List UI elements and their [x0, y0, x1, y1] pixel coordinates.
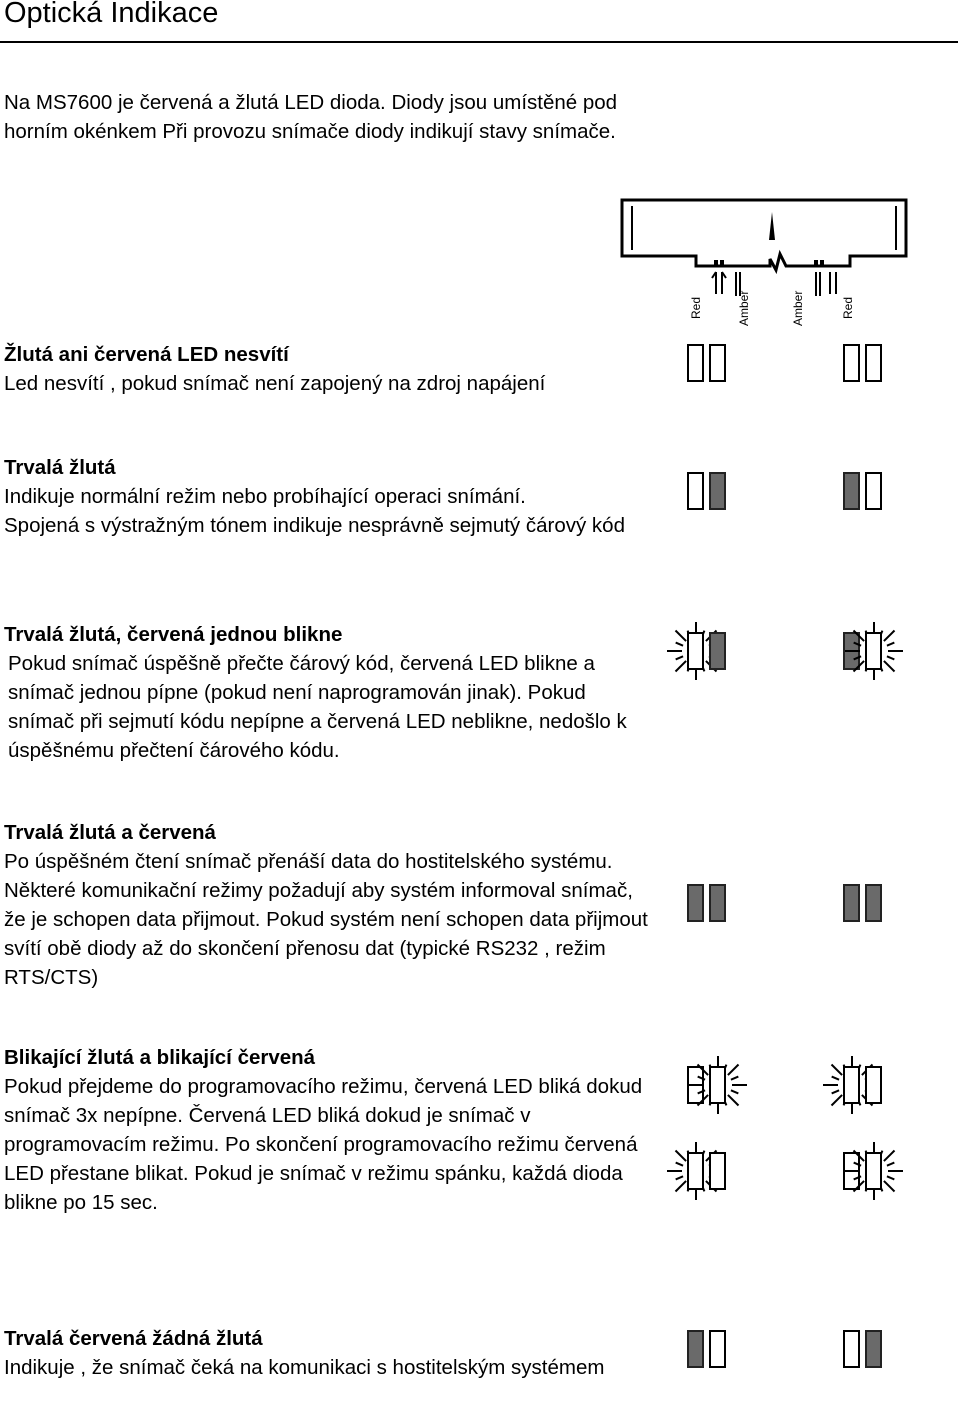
led-flash [687, 632, 704, 670]
led-flash [865, 632, 882, 670]
led-flash [709, 1066, 726, 1104]
section-heading: Trvalá žlutá [4, 456, 116, 479]
title-rule [0, 41, 958, 43]
label-red-left: Red [689, 296, 703, 319]
section-heading: Žlutá ani červená LED nesvítí [4, 343, 289, 366]
section-steady-red [4, 1324, 654, 1382]
section-amber-red-blink [4, 620, 654, 765]
label-red-right: Red [841, 296, 855, 319]
led-off [865, 472, 882, 510]
led-off [709, 1152, 726, 1190]
led-on [709, 884, 726, 922]
led-off [687, 472, 704, 510]
page-title: Optická Indikace [4, 0, 219, 29]
led-on [687, 884, 704, 922]
section-amber-and-red [4, 818, 654, 992]
led-on [843, 472, 860, 510]
section-body: Indikuje normální režim nebo probíhající operaci snímání. [4, 485, 526, 508]
led-flash [843, 1066, 860, 1104]
led-off [865, 1066, 882, 1104]
led-off [865, 344, 882, 382]
section-heading: Blikající žlutá a blikající červená [4, 1046, 316, 1069]
led-off [709, 1330, 726, 1368]
section-off [4, 340, 654, 398]
led-flash [865, 1152, 882, 1190]
led-on [709, 632, 726, 670]
section-body: Indikuje , že snímač čeká na komunikaci s hostitelským systémem [4, 1356, 605, 1379]
section-blinking [4, 1043, 654, 1217]
led-flash [687, 1152, 704, 1190]
label-amber-right: Amber [791, 290, 805, 326]
section-heading: Trvalá žlutá, červená jednou blikne [4, 623, 343, 646]
section-heading: Trvalá červená žádná žlutá [4, 1327, 263, 1350]
scanner-led-diagram [612, 192, 912, 327]
label-amber-left: Amber [737, 290, 751, 326]
section-heading: Trvalá žlutá a červená [4, 821, 216, 844]
led-off [843, 1330, 860, 1368]
section-steady-amber [4, 453, 654, 540]
led-on [865, 884, 882, 922]
led-on [687, 1330, 704, 1368]
section-body: Pokud přejdeme do programovacího režimu, červená LED bliká dokud snímač 3x nepípne. Červená LED bliká dokud je snímač v programovacím režimu. Po skončení programovacího režimu červená LED přestane blikat. Pokud je snímač v režimu spánku, každá dioda blikne po 15 sec. [4, 1075, 643, 1214]
section-body: Po úspěšném čtení snímač přenáší data do hostitelského systému. Některé komunikační režimy požadují aby systém informoval snímač, že je schopen data přijmout. Pokud systém není schopen data přijmout svítí obě diody až do skončení přenosu dat (typické RS232 , režim RTS/CTS) [4, 850, 648, 989]
intro-paragraph: Na MS7600 je červená a žlutá LED dioda. Diody jsou umístěné pod horním okénkem Při provozu snímače diody indikují stavy snímače. [4, 91, 618, 143]
led-off [687, 344, 704, 382]
led-on [709, 472, 726, 510]
led-on [843, 884, 860, 922]
section-body: Spojená s výstražným tónem indikuje nesprávně sejmutý čárový kód [4, 514, 625, 537]
led-off [709, 344, 726, 382]
led-off [843, 344, 860, 382]
section-body: Pokud snímač úspěšně přečte čárový kód, červená LED blikne a snímač jednou pípne (pokud není naprogramován jinak). Pokud snímač při sejmutí kódu nepípne a červená LED neblikne, nedošlo k úspěšnému přečtení čárového kódu. [8, 652, 627, 762]
led-on [865, 1330, 882, 1368]
section-body: Led nesvítí , pokud snímač není zapojený na zdroj napájení [4, 372, 546, 395]
